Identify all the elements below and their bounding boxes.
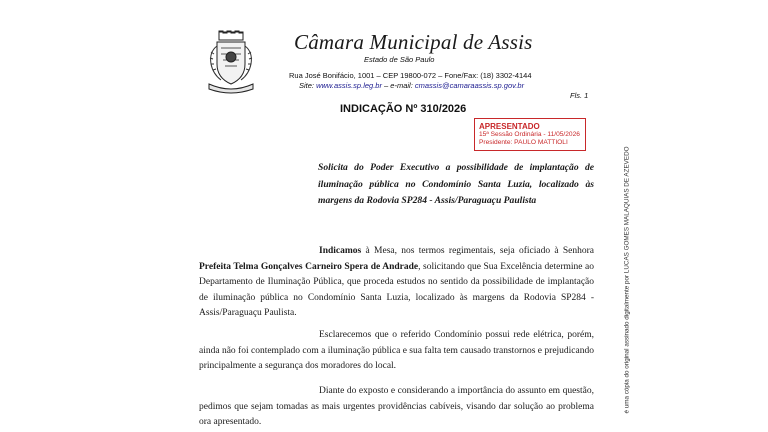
mayor-name: Prefeita Telma Gonçalves Carneiro Spera de Andrade	[199, 261, 419, 272]
site-label: Site:	[299, 81, 317, 90]
document-title: INDICAÇÃO Nº 310/2026	[340, 103, 467, 115]
lead-word: Indicamos	[319, 246, 362, 256]
folio-number: Fls. 1	[570, 91, 589, 100]
state-subtitle: Estado de São Paulo	[364, 55, 435, 64]
site-link[interactable]: www.assis.sp.leg.br	[316, 81, 382, 90]
body-paragraph-2: Esclarecemos que o referido Condomínio possui rede elétrica, porém, ainda não foi contemplado com a iluminação pública e sua falta tem causado transtornos e prejudicando principalmente a segurança dos moradores do local.	[199, 330, 594, 371]
stamp-title: APRESENTADO	[479, 122, 540, 131]
stamp-session: 15ª Sessão Ordinária - 11/05/2026	[479, 131, 580, 138]
presented-stamp	[474, 118, 586, 151]
body-paragraph-1	[199, 244, 594, 322]
email-link[interactable]: cmassis@camaraassis.sp.gov.br	[414, 81, 525, 90]
email-label: – e-mail:	[381, 81, 415, 90]
chamber-name: Câmara Municipal de Assis	[294, 30, 533, 54]
signature-text: é uma cópia do original assinado digitalmente por LUCAS GOMES MALAQUIAS DE AZEVEDO	[623, 146, 631, 414]
stamp-president: Presidente: PAULO MATTIOLI	[479, 139, 568, 146]
p1-text-a: à Mesa, nos termos regimentais, seja oficiado à Senhora	[361, 246, 594, 256]
contact-line	[299, 81, 524, 90]
p1-text-b: , solicitando que Sua Excelência determine ao Departamento de Iluminação Pública, que proceda estudos no sentido da possibilidade de implantação de iluminação pública no Condomínio Santa Luzia, localizado às margens da Rodovia SP284 - Assis/Paraguaçu Paulista.	[199, 261, 594, 318]
document-summary: Solicita do Poder Executivo a possibilidade de implantação de iluminação pública no Condomínio Santa Luzia, localizado às margens da Rodovia SP284 - Assis/Paraguaçu Paulista	[318, 162, 594, 206]
digital-signature-note	[620, 130, 634, 430]
coat-of-arms-icon	[205, 30, 257, 94]
address-line: Rua José Bonifácio, 1001 – CEP 19800-072 – Fone/Fax: (18) 3302-4144	[289, 71, 532, 80]
body-paragraph-3: Diante do exposto e considerando a importância do assunto em questão, pedimos que sejam tomadas as mais urgentes providências cabíveis, visando dar solução ao problema ora apresentado.	[199, 386, 594, 427]
